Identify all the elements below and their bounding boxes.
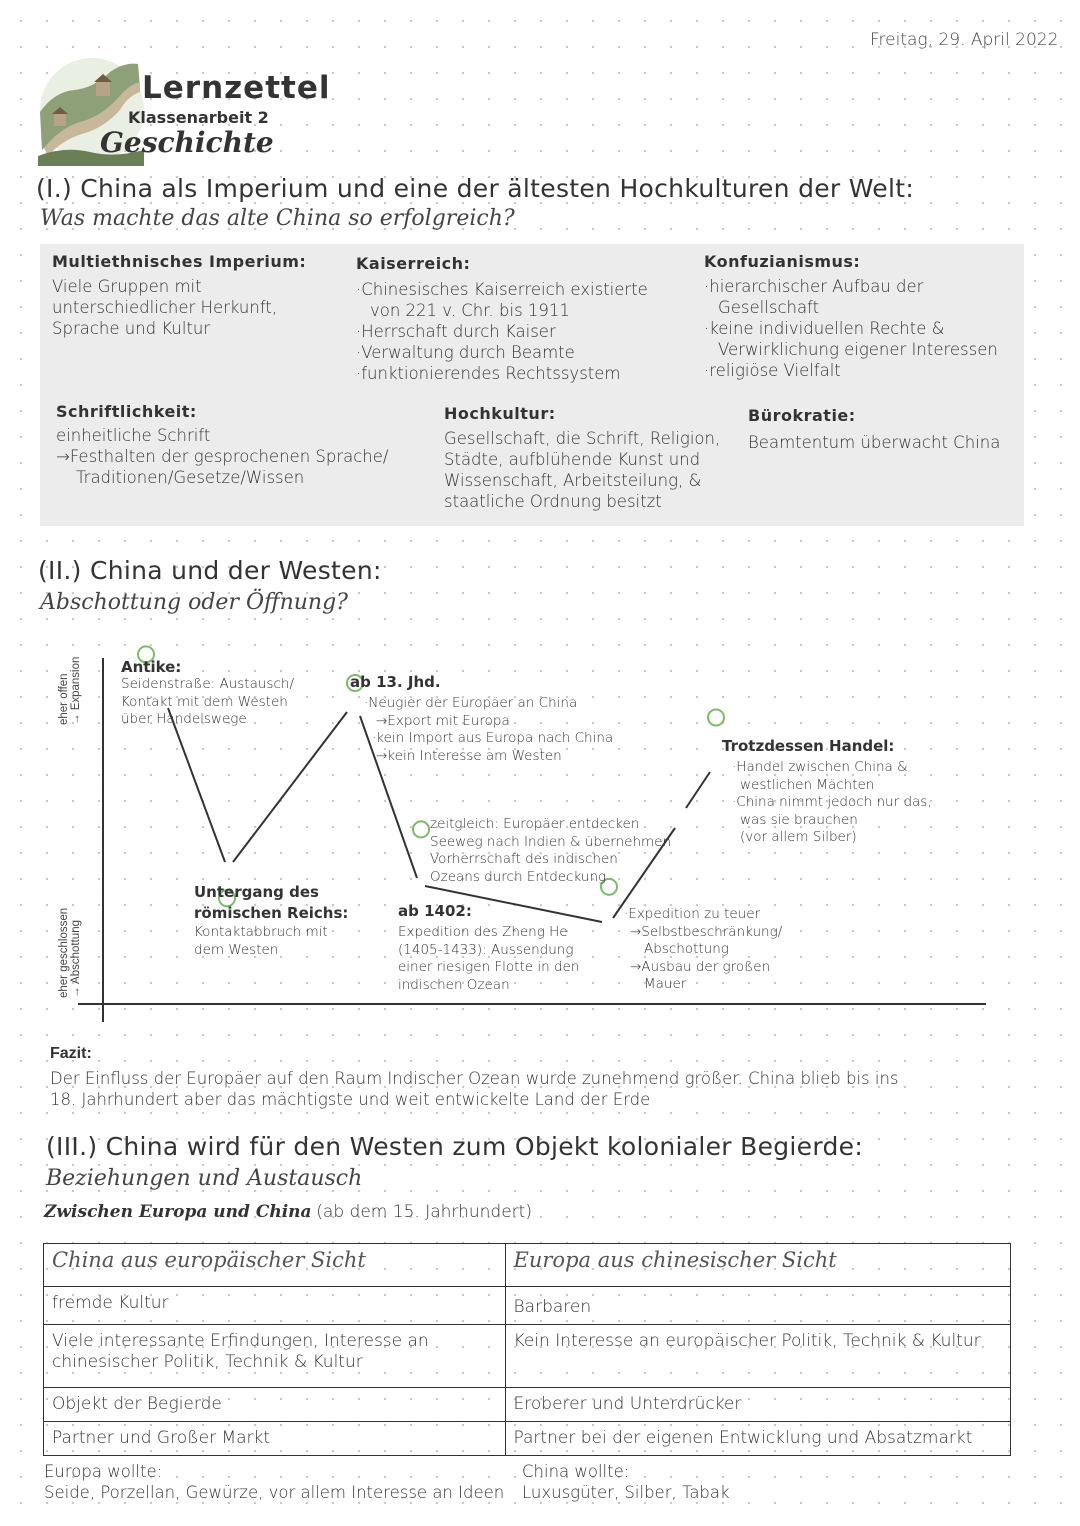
box-line: ·Chinesisches Kaiserreich existierte [356, 280, 648, 299]
box-heading: Multiethnisches Imperium: [52, 252, 307, 271]
box-line: Viele Gruppen mit [52, 277, 202, 296]
section3-question: Beziehungen und Austausch [46, 1166, 363, 1191]
section2-question: Abschottung oder Öffnung? [40, 590, 348, 615]
box-line: Gesellschaft, die Schrift, Religion, [444, 429, 721, 448]
data-point [413, 821, 429, 837]
table-cell: Kein Interesse an europäischer Politik, Technik & Kultur [505, 1325, 1010, 1388]
series-line-segment [168, 708, 225, 862]
annotation-line: dem Westen [194, 941, 279, 958]
section3-note-bold: Zwischen Europa und China [44, 1202, 312, 1222]
annotation-line: Mauer [644, 976, 687, 992]
axis-top-line: eher offen [58, 673, 70, 725]
annotation-line: →Ausbau der großen [630, 958, 771, 975]
table-cell: Partner bei der eigenen Entwicklung und Absatzmarkt [505, 1422, 1010, 1456]
annotation-line: →Export mit Europa [376, 712, 510, 729]
box-line: ·hierarchischer Aufbau der [704, 277, 924, 296]
table-header-cell: China aus europäischer Sicht [44, 1244, 506, 1287]
table-cell: Objekt der Begierde [44, 1388, 506, 1422]
annotation-line: indischen Ozean [398, 976, 510, 993]
annotation-line: Ozeans durch Entdeckung [430, 868, 607, 885]
annotation-1402 [398, 902, 579, 994]
annotation-line: →kein Interesse am Westen [376, 747, 562, 764]
section2-title: (II.) China und der Westen: [38, 556, 382, 585]
annotation-line: Abschottung [644, 941, 729, 957]
series-line-segment [233, 712, 347, 862]
box-line: ·keine individuellen Rechte & [704, 319, 945, 338]
annotation-line: Vorherrschaft des indischen [430, 851, 618, 867]
table-cell: Viele interessante Erfindungen, Interesse an chinesischer Politik, Technik & Kultur [44, 1325, 506, 1388]
box-line: ·religiöse Vielfalt [704, 361, 841, 380]
comparison-table [43, 1243, 1011, 1456]
box-heading: Konfuzianismus: [704, 252, 861, 271]
fazit-line: Der Einfluss der Europäer auf den Raum Indischer Ozean wurde zunehmend größer. China blieb bis ins [50, 1069, 899, 1088]
europe-wanted [44, 1461, 504, 1503]
section3-note [44, 1202, 532, 1222]
annotation-line: was sie brauchen [740, 811, 858, 828]
section3-note-rest: (ab dem 15. Jahrhundert) [316, 1202, 532, 1222]
box-line: einheitliche Schrift [56, 426, 211, 445]
annotation-line: Expedition des Zheng He [398, 924, 568, 940]
box-line: ·Herrschaft durch Kaiser [356, 322, 556, 341]
annotation-line: ·China nimmt jedoch nur das, [732, 794, 932, 810]
header-subtitle: Klassenarbeit 2 [128, 108, 269, 127]
table-row [44, 1388, 1011, 1422]
annotation-line: ·Expedition zu teuer [624, 906, 761, 922]
box-line: ·Verwaltung durch Beamte [356, 343, 575, 362]
europe-wanted-text: Seide, Porzellan, Gewürze, vor allem Interesse an Ideen [44, 1483, 505, 1502]
annotation-antike [121, 658, 294, 729]
annotation-heading: ab 1402: [398, 902, 472, 920]
annotation-line: einer riesigen Flotte in den [398, 959, 580, 975]
annotation-seaway-india [430, 816, 671, 886]
data-point [708, 709, 724, 725]
box-line: Gesellschaft [718, 298, 820, 317]
annotation-line: zeitgleich: Europäer entdecken [430, 816, 640, 832]
annotation-line: ·kein Import aus Europa nach China [372, 730, 614, 746]
table-row [44, 1287, 1011, 1325]
box-heading: Kaiserreich: [356, 254, 471, 273]
annotation-line: ·Neugier der Europäer an China [364, 695, 578, 711]
box-heading: Hochkultur: [444, 404, 556, 423]
axis-top-label [58, 657, 82, 725]
fazit-text [50, 1068, 950, 1110]
table-cell: fremde Kultur [44, 1287, 506, 1325]
section1-question: Was machte das alte China so erfolgreich? [40, 206, 515, 231]
axis-top-line: → Expansion [70, 656, 82, 725]
box-line: Sprache und Kultur [52, 319, 211, 338]
annotation-line: (1405-1433): Aussendung [398, 941, 574, 958]
box-heading: Bürokratie: [748, 406, 856, 425]
annotation-heading: ab 13. Jhd. [350, 673, 441, 691]
section3-title: (III.) China wird für den Westen zum Objekt kolonialer Begierde: [46, 1132, 864, 1161]
header-title: Lernzettel [142, 70, 331, 106]
axis-bottom-line: eher geschlossen [58, 907, 70, 998]
box-line: von 221 v. Chr. bis 1911 [370, 301, 570, 320]
axis-bottom-line: → Abschottung [70, 920, 82, 998]
box-line: ·funktionierendes Rechtssystem [356, 364, 621, 383]
table-row [44, 1325, 1011, 1388]
annotation-line: →Selbstbeschränkung/ [630, 923, 783, 940]
box-line: Traditionen/Gesetze/Wissen [76, 468, 305, 487]
annotation-heading: Antike: [121, 658, 182, 676]
china-wanted-label: China wollte: [522, 1462, 630, 1481]
box-line: unterschiedlicher Herkunft, [52, 298, 278, 317]
china-wanted-text: Luxusgüter, Silber, Tabak [522, 1483, 730, 1502]
annotation-line: Kontakt mit dem Westen [121, 693, 288, 710]
fazit-heading: Fazit: [50, 1045, 92, 1062]
table-cell: Eroberer und Unterdrücker [505, 1388, 1010, 1422]
annotation-line: ·Handel zwischen China & [732, 759, 908, 775]
annotation-heading: Trotzdessen Handel: [722, 737, 895, 755]
annotation-line: Seidenstraße: Austausch/ [121, 676, 294, 692]
axis-bottom-label [58, 908, 82, 998]
box-line: Wissenschaft, Arbeitsteilung, & [444, 471, 702, 490]
annotation-line: Seeweg nach Indien & übernehmen [430, 833, 672, 850]
table-header-row [44, 1244, 1011, 1287]
china-wanted [522, 1461, 730, 1503]
annotation-13th-century [350, 673, 613, 765]
box-line: staatliche Ordnung besitzt [444, 492, 662, 511]
annotation-heading: Untergang des römischen Reichs: [194, 883, 349, 922]
fazit-line: 18. Jahrhundert aber das mächtigste und weit entwickelte Land der Erde [50, 1090, 651, 1109]
series-line-segment [686, 772, 710, 808]
box-heading: Schriftlichkeit: [56, 402, 197, 421]
annotation-line: Kontaktabbruch mit [194, 924, 328, 940]
date: Freitag, 29. April 2022 [870, 30, 1059, 50]
europe-wanted-label: Europa wollte: [44, 1462, 163, 1481]
box-line: Verwirklichung eigener Interessen [718, 340, 998, 359]
table-header-cell: Europa aus chinesischer Sicht [505, 1244, 1010, 1287]
section1-title: (I.) China als Imperium und eine der ältesten Hochkulturen der Welt: [36, 174, 915, 203]
header-subject: Geschichte [100, 126, 274, 159]
table-cell: Barbaren [505, 1287, 1010, 1325]
box-line: Beamtentum überwacht China [748, 433, 1001, 452]
table-cell: Partner und Großer Markt [44, 1422, 506, 1456]
annotation-roman-empire [194, 882, 364, 959]
box-line: →Festhalten der gesprochenen Sprache/ [56, 447, 389, 466]
annotation-expedition-cost [624, 906, 782, 994]
table-row [44, 1422, 1011, 1456]
annotation-line: (vor allem Silber) [740, 829, 857, 845]
annotation-line: westlichen Mächten [740, 776, 875, 793]
annotation-trade [722, 737, 932, 847]
box-line: Städte, aufblühende Kunst und [444, 450, 701, 469]
annotation-line: über Handelswege [121, 711, 247, 727]
